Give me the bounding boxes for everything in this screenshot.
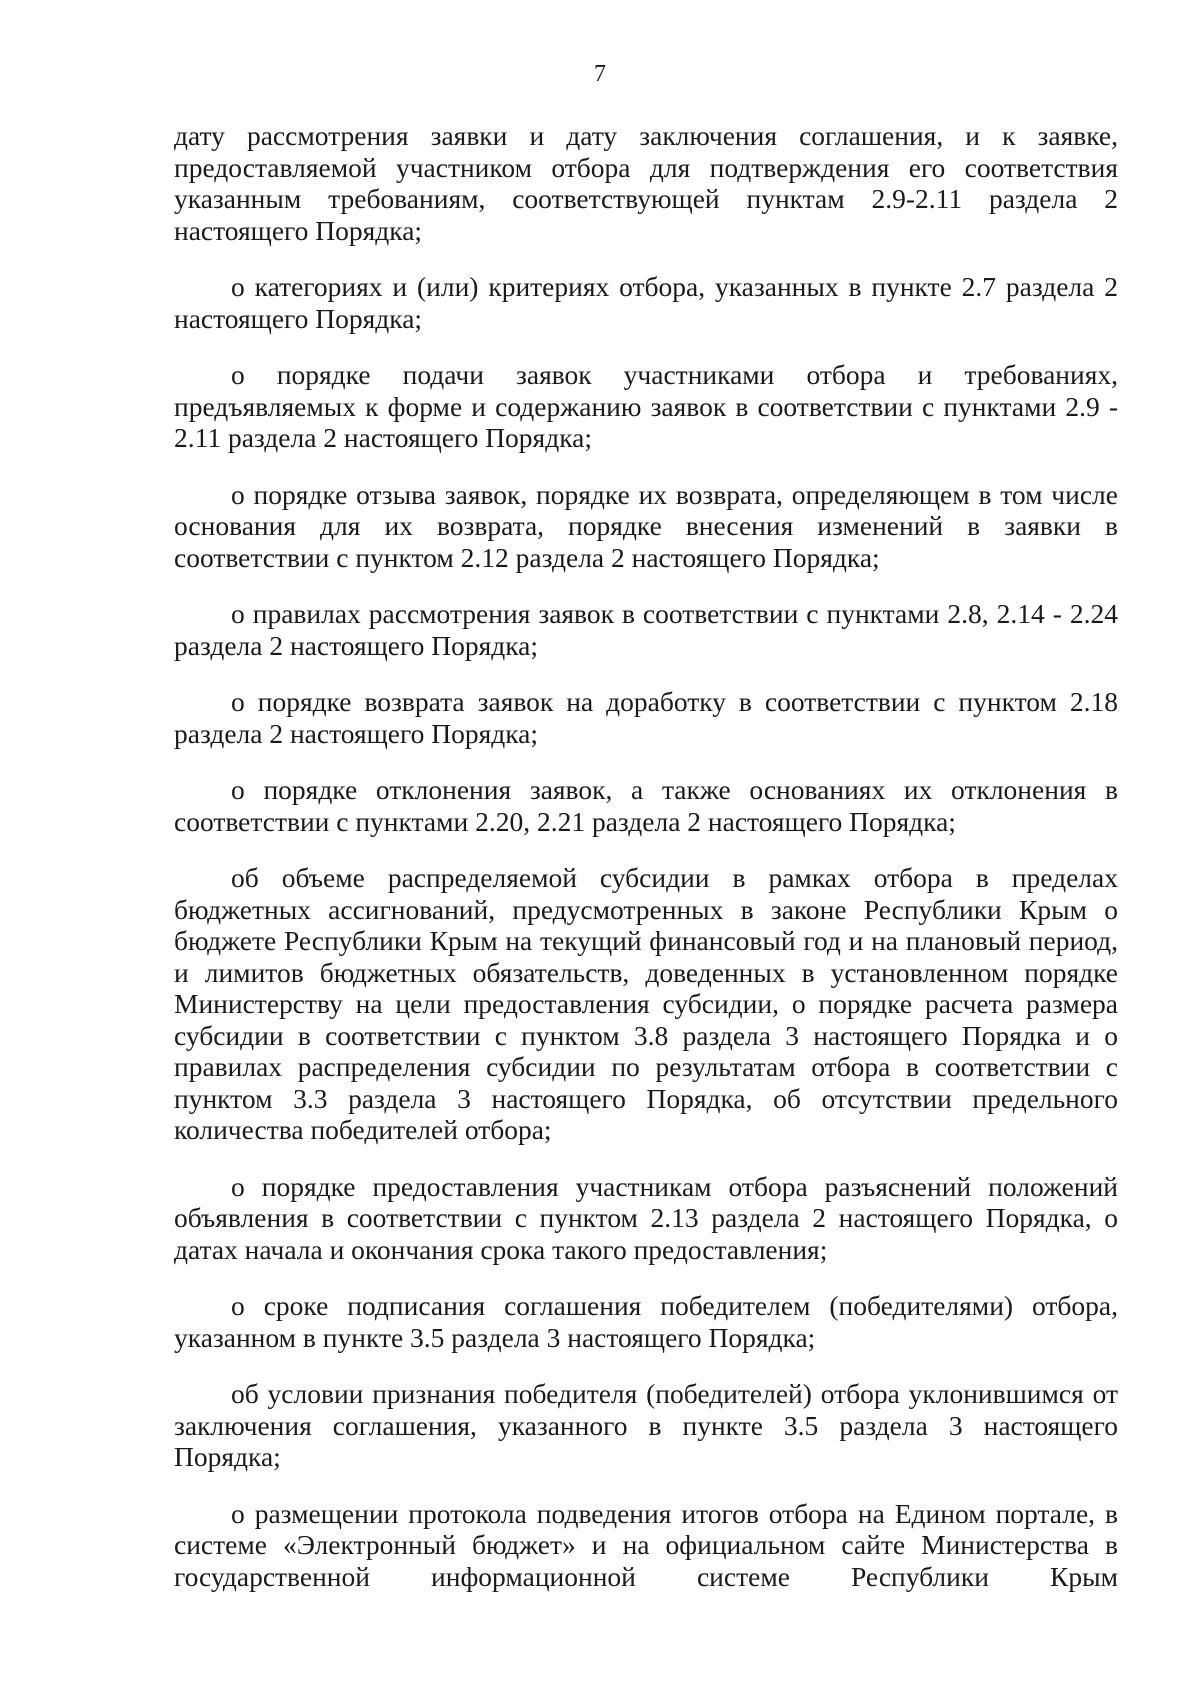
paragraph-5: о правилах рассмотрения заявок в соответствии с пунктами 2.8, 2.14 - 2.24 раздела 2 настоящего Порядка; — [174, 598, 1118, 661]
page-number: 7 — [594, 61, 606, 87]
paragraph-12: о размещении протокола подведения итогов отбора на Едином портале, в системе «Электронный бюджет» и на официальном сайте Министерства в государственной информационной системе Республики Крым — [174, 1497, 1118, 1592]
paragraph-7: о порядке отклонения заявок, а также основаниях их отклонения в соответствии с пунктами 2.20, 2.21 раздела 2 настоящего Порядка; — [174, 774, 1118, 837]
paragraph-4: о порядке отзыва заявок, порядке их возврата, определяющем в том числе основания для их возврата, порядке внесения изменений в заявки в соответствии с пунктом 2.12 раздела 2 настоящего Порядка; — [174, 478, 1118, 573]
paragraph-6: о порядке возврата заявок на доработку в соответствии с пунктом 2.18 раздела 2 настоящего Порядка; — [174, 686, 1118, 749]
paragraph-9: о порядке предоставления участникам отбора разъяснений положений объявления в соответствии с пунктом 2.13 раздела 2 настоящего Порядка, о датах начала и окончания срока такого предоставления; — [174, 1170, 1118, 1265]
paragraph-11: об условии признания победителя (победителей) отбора уклонившимся от заключения соглашения, указанного в пункте 3.5 раздела 3 настоящего Порядка; — [174, 1378, 1118, 1472]
paragraph-3: о порядке подачи заявок участниками отбора и требованиях, предъявляемых к форме и содержанию заявок в соответствии с пунктами 2.9 - 2.11 раздела 2 настоящего Порядка; — [174, 359, 1118, 453]
paragraph-10: о сроке подписания соглашения победителем (победителями) отбора, указанном в пункте 3.5 раздела 3 настоящего Порядка; — [174, 1290, 1118, 1353]
paragraph-8: об объеме распределяемой субсидии в рамках отбора в пределах бюджетных ассигнований, предусмотренных в законе Республики Крым о бюджете Республики Крым на текущий финансовый год и на плановый период, и лимитов бюджетных обязательств, доведенных в установленном порядке Министерству на цели предоставления субсидии, о порядке расчета размера субсидии в соответствии с пунктом 3.8 раздела 3 настоящего Порядка и о правилах распределения субсидии по результатам отбора в соответствии с пунктом 3.3 раздела 3 настоящего Порядка, об отсутствии предельного количества победителей отбора; — [174, 862, 1118, 1145]
document-body — [174, 120, 1118, 1592]
paragraph-1: дату рассмотрения заявки и дату заключения соглашения, и к заявке, предоставляемой участником отбора для подтверждения его соответствия указанным требованиям, соответствующей пунктам 2.9-2.11 раздела 2 настоящего Порядка; — [174, 120, 1118, 246]
paragraph-2: о категориях и (или) критериях отбора, указанных в пункте 2.7 раздела 2 настоящего Порядка; — [174, 271, 1118, 334]
